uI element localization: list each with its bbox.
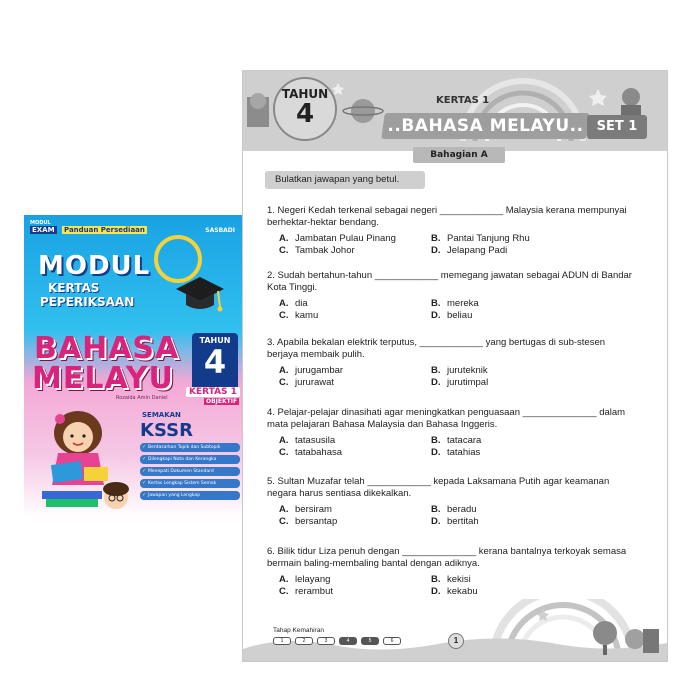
option-letter: B. <box>431 435 441 446</box>
option-d[interactable] <box>431 377 488 389</box>
option-letter: B. <box>431 574 441 585</box>
option-c[interactable] <box>279 310 318 322</box>
option-letter: C. <box>279 586 289 597</box>
cover-feature-item: ✓ Berdasarkan Topik dan Subtopik <box>140 443 240 452</box>
cover-semakan-label: SEMAKAN <box>142 411 181 419</box>
cover-kssr-label: KSSR <box>140 420 193 441</box>
option-text: bersiram <box>295 504 332 515</box>
question-4 <box>267 407 637 461</box>
options <box>267 298 637 324</box>
options <box>267 233 637 259</box>
tahap-level-box[interactable]: 6 <box>383 637 401 645</box>
option-text: bertitah <box>447 516 479 527</box>
option-letter: A. <box>279 365 289 376</box>
option-letter: D. <box>431 245 441 256</box>
question-text: 4. Pelajar-pelajar dinasihati agar meningkatkan penguasaan ______________ dalam mata pelajaran Bahasa Malaysia dan Bahasa Inggeris. <box>267 407 626 430</box>
book-cover <box>24 215 243 518</box>
option-letter: C. <box>279 447 289 458</box>
option-text: kekisi <box>447 574 471 585</box>
cover-objektif-label: OBJEKTIF <box>206 398 238 405</box>
option-d[interactable] <box>431 245 507 257</box>
page-number: 1 <box>448 633 464 649</box>
option-a[interactable] <box>279 574 330 586</box>
cover-publisher-logo: SASBADI <box>205 227 235 234</box>
option-letter: D. <box>431 447 441 458</box>
option-b[interactable] <box>431 574 471 586</box>
cover-author: Rozaida Amin Daniel <box>116 395 168 401</box>
options <box>267 365 637 391</box>
option-text: tatabahasa <box>295 447 343 458</box>
option-b[interactable] <box>431 233 530 245</box>
cover-modul-title: MODUL <box>38 251 151 281</box>
cover-series-small: MODUL <box>30 220 51 226</box>
option-c[interactable] <box>279 245 355 257</box>
question-text: 3. Apabila bekalan elektrik terputus, ____________ yang bertugas di sub-stesen berjaya membaik pulih. <box>267 337 606 360</box>
cover-panduan-label: Panduan Persediaan <box>64 226 145 234</box>
option-text: tatasusila <box>295 435 336 446</box>
question-5 <box>267 476 637 530</box>
tahap-level-box[interactable]: 5 <box>361 637 379 645</box>
graduation-cap-icon <box>174 271 226 317</box>
option-b[interactable] <box>431 298 479 310</box>
option-text: jurutimpal <box>447 377 489 388</box>
cover-tahun-number: 4 <box>203 343 227 381</box>
option-c[interactable] <box>279 377 334 389</box>
tahun-label: TAHUN <box>281 87 329 101</box>
option-text: jurugambar <box>295 365 344 376</box>
cover-melayu-title: MELAYU <box>32 361 174 396</box>
option-c[interactable] <box>279 586 333 598</box>
question-1 <box>267 205 637 259</box>
option-letter: D. <box>431 586 441 597</box>
option-d[interactable] <box>431 586 478 598</box>
option-d[interactable] <box>431 447 480 459</box>
option-a[interactable] <box>279 298 308 310</box>
tahun-number: 4 <box>295 99 315 129</box>
option-text: beradu <box>447 504 477 515</box>
question-3 <box>267 337 637 391</box>
option-d[interactable] <box>431 310 472 322</box>
option-text: tatacara <box>447 435 482 446</box>
option-letter: D. <box>431 310 441 321</box>
cover-bahasa-title: BAHASA <box>34 331 180 366</box>
cover-exam-label: EXAM <box>32 226 55 234</box>
page-title: ..BAHASA MELAYU.. <box>387 116 584 136</box>
reading-girl-illustration <box>38 405 134 515</box>
tahap-level-box[interactable]: 2 <box>295 637 313 645</box>
cover-feature-item: ✓ Kertas Lengkap Sistem Semak <box>140 479 240 488</box>
option-b[interactable] <box>431 435 481 447</box>
section-label: Bahagian A <box>413 147 505 163</box>
option-letter: B. <box>431 233 441 244</box>
option-letter: D. <box>431 377 441 388</box>
tahun-badge <box>273 77 337 141</box>
instruction-box: Bulatkan jawapan yang betul. <box>265 171 425 189</box>
option-letter: C. <box>279 310 289 321</box>
option-text: mereka <box>447 298 479 309</box>
tahap-level-box[interactable]: 4 <box>339 637 357 645</box>
option-letter: C. <box>279 377 289 388</box>
option-text: juruteknik <box>447 365 488 376</box>
option-text: lelayang <box>295 574 331 585</box>
tahap-level-box[interactable]: 3 <box>317 637 335 645</box>
option-text: Tambak Johor <box>295 245 355 256</box>
option-b[interactable] <box>431 504 477 516</box>
exam-page <box>242 70 668 662</box>
kertas-label: KERTAS 1 <box>436 95 490 106</box>
cover-kertas1-label: KERTAS 1 <box>186 387 240 397</box>
option-text: dia <box>295 298 308 309</box>
option-a[interactable] <box>279 435 335 447</box>
option-b[interactable] <box>431 365 488 377</box>
cover-feature-list <box>140 443 240 503</box>
option-letter: C. <box>279 245 289 256</box>
options <box>267 574 637 600</box>
option-letter: A. <box>279 233 289 244</box>
cover-peperiksaan-title: PEPERIKSAAN <box>40 295 135 309</box>
option-letter: B. <box>431 504 441 515</box>
option-letter: A. <box>279 435 289 446</box>
option-text: bersantap <box>295 516 338 527</box>
question-text: 1. Negeri Kedah terkenal sebagai negeri ____________ Malaysia kerana mempunyai berhektar-hektar bendang. <box>267 205 627 228</box>
option-text: kamu <box>295 310 319 321</box>
option-a[interactable] <box>279 365 343 377</box>
options <box>267 435 637 461</box>
option-text: jururawat <box>295 377 335 388</box>
cover-kertas-title: KERTAS <box>48 281 100 295</box>
question-text: 2. Sudah bertahun-tahun ____________ memegang jawatan sebagai ADUN di Bandar Kota Tinggi. <box>267 270 632 293</box>
option-letter: B. <box>431 365 441 376</box>
question-6 <box>267 546 637 600</box>
option-text: Jelapang Padi <box>447 245 508 256</box>
question-2 <box>267 270 637 324</box>
option-c[interactable] <box>279 516 337 528</box>
cover-feature-item: ✓ Menepati Dokumen Standard <box>140 467 240 476</box>
tahap-kemahiran-label: Tahap Kemahiran <box>273 627 324 634</box>
option-a[interactable] <box>279 233 396 245</box>
option-text: tatahias <box>447 447 481 458</box>
option-a[interactable] <box>279 504 332 516</box>
tahap-level-box[interactable]: 1 <box>273 637 291 645</box>
option-text: Pantai Tanjung Rhu <box>447 233 530 244</box>
options <box>267 504 637 530</box>
option-text: kekabu <box>447 586 478 597</box>
cover-tahun-label: TAHUN <box>199 336 231 345</box>
option-letter: C. <box>279 516 289 527</box>
cover-feature-item: ✓ Dilengkapi Nota dan Kerangka <box>140 455 240 464</box>
question-text: 6. Bilik tidur Liza penuh dengan ______________ kerana bantalnya terkoyak semasa bermain baling-membaling bantal dengan adiknya. <box>267 546 627 569</box>
option-letter: A. <box>279 298 289 309</box>
option-letter: A. <box>279 574 289 585</box>
set-badge: SET 1 <box>587 115 647 139</box>
option-letter: D. <box>431 516 441 527</box>
option-text: beliau <box>447 310 473 321</box>
option-c[interactable] <box>279 447 342 459</box>
question-text: 5. Sultan Muzafar telah ____________ kepada Laksamana Putih agar keamanan negara harus sentiasa dikekalkan. <box>267 476 610 499</box>
option-letter: B. <box>431 298 441 309</box>
option-text: rerambut <box>295 586 334 597</box>
option-text: Jambatan Pulau Pinang <box>295 233 396 244</box>
cover-tahun-badge <box>192 333 238 395</box>
option-letter: A. <box>279 504 289 515</box>
cover-feature-item: ✓ Jawapan yang Lengkap <box>140 491 240 500</box>
option-d[interactable] <box>431 516 479 528</box>
